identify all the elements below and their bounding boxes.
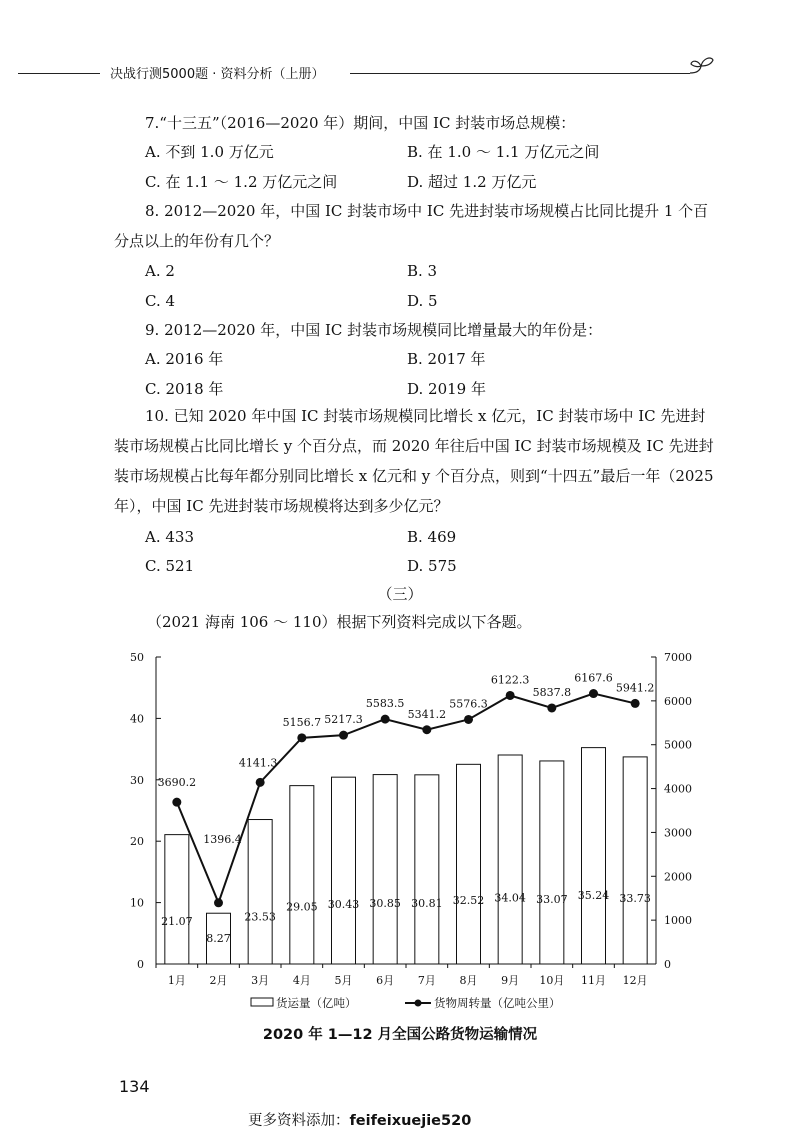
question-7-option-c: C. 在 1.1 ～ 1.2 万亿元之间	[145, 173, 338, 191]
footer-prefix: 更多资料添加：	[248, 1113, 350, 1129]
bar	[165, 835, 189, 964]
question-7-option-b: B. 在 1.0 ～ 1.1 万亿元之间	[407, 143, 600, 161]
right-tick-label: 2000	[664, 870, 692, 884]
freight-chart	[0, 640, 800, 1020]
question-10-option-a: A. 433	[145, 528, 194, 546]
legend-bar-swatch	[251, 998, 273, 1006]
x-tick-label: 10月	[539, 974, 565, 987]
page-number: 134	[119, 1077, 150, 1096]
question-8-option-a: A. 2	[145, 262, 175, 280]
bar-label: 21.07	[161, 915, 193, 929]
line-point	[172, 798, 181, 807]
line-point	[547, 703, 556, 712]
footer-note	[248, 1109, 471, 1130]
series-line	[177, 694, 635, 903]
legend-line-marker	[415, 1000, 422, 1007]
bar	[540, 761, 564, 964]
legend-line-label: 货物周转量（亿吨公里）	[434, 996, 561, 1010]
question-8-stem: 8. 2012—2020 年，中国 IC 封装市场中 IC 先进封装市场规模占比同比提升 1 个百分点以上的年份有几个？	[114, 202, 709, 250]
right-tick-label: 6000	[664, 694, 692, 708]
line-series	[157, 671, 655, 911]
bar-label: 23.53	[244, 910, 276, 924]
line-label: 6167.6	[574, 671, 613, 685]
line-label: 5941.2	[615, 681, 655, 695]
question-9-option-d: D. 2019 年	[407, 380, 486, 398]
question-7-option-d: D. 超过 1.2 万亿元	[407, 173, 537, 191]
question-8-option-c: C. 4	[145, 292, 176, 310]
line-label: 4141.3	[238, 756, 278, 770]
bar-label: 32.52	[452, 894, 485, 908]
header-rule-left	[18, 73, 100, 74]
x-tick-label: 1月	[167, 974, 186, 987]
question-9-option-a: A. 2016 年	[145, 350, 224, 368]
line-label: 5576.3	[449, 697, 488, 711]
left-tick-label: 50	[130, 651, 144, 664]
bar	[457, 764, 481, 964]
bar-label: 33.73	[619, 891, 651, 905]
chart-legend	[251, 996, 561, 1010]
line-label: 5341.2	[407, 707, 447, 721]
running-header	[0, 58, 800, 88]
left-tick-label: 0	[137, 958, 144, 971]
line-point	[464, 715, 473, 724]
right-tick-label: 3000	[664, 826, 692, 840]
question-8-option-b: B. 3	[407, 262, 438, 280]
header-rule-right	[350, 73, 690, 74]
bar	[332, 777, 356, 964]
bar	[415, 775, 439, 964]
chart-title: 2020 年 1—12 月全国公路货物运输情况	[262, 1027, 538, 1043]
line-label: 6122.3	[490, 673, 530, 687]
x-tick-label: 8月	[459, 974, 478, 987]
bar-label: 30.81	[411, 897, 443, 911]
section-intro: （2021 海南 106 ～ 110）根据下列资料完成以下各题。	[147, 613, 532, 631]
right-tick-label: 7000	[664, 651, 692, 664]
question-9-stem: 9. 2012—2020 年，中国 IC 封装市场规模同比增量最大的年份是：	[145, 321, 603, 339]
x-tick-label: 11月	[581, 974, 606, 987]
bar-label: 8.27	[206, 932, 231, 945]
footer-contact: feifeixuejie520	[349, 1113, 472, 1129]
bar	[373, 775, 397, 964]
right-tick-label: 0	[664, 958, 671, 971]
question-9-option-c: C. 2018 年	[145, 380, 224, 398]
x-tick-label: 9月	[501, 974, 520, 987]
x-tick-label: 3月	[251, 974, 270, 987]
x-tick-label: 4月	[292, 974, 311, 987]
line-point	[589, 689, 598, 698]
sprout-icon	[688, 52, 716, 82]
right-tick-label: 5000	[664, 738, 692, 752]
right-tick-label: 1000	[664, 914, 692, 928]
x-tick-label: 7月	[417, 974, 436, 987]
x-tick-label: 5月	[334, 974, 353, 987]
question-10-option-c: C. 521	[145, 557, 195, 575]
legend-bar-label: 货运量（亿吨）	[276, 996, 357, 1010]
bar-label: 34.04	[494, 891, 526, 905]
line-label: 5837.8	[532, 685, 572, 699]
left-tick-label: 30	[130, 773, 144, 787]
line-point	[381, 715, 390, 724]
x-tick-label: 6月	[376, 974, 395, 987]
line-label: 1396.4	[203, 832, 242, 846]
question-10-option-d: D. 575	[407, 557, 457, 575]
bar-label: 30.85	[369, 897, 401, 911]
bar	[290, 786, 314, 964]
question-10-stem: 10. 已知 2020 年中国 IC 封装市场规模同比增长 x 亿元，IC 封装市场中 IC 先进封装市场规模占比同比增长 y 个百分点，而 2020 年往后中国 IC 封装市场规模及 IC 先进封装市场规模占比每年都分别同比增长 x 亿元和 y 个百分点，则到“十四五”最后一年（2025 年），中国 IC 先进封装市场规模将达到多少亿元？	[114, 407, 714, 515]
line-label: 3690.2	[157, 776, 197, 790]
question-7-stem: 7.“十三五”（2016—2020 年）期间，中国 IC 封装市场总规模：	[145, 114, 576, 132]
line-label: 5217.3	[324, 713, 363, 727]
line-point	[631, 699, 640, 708]
line-label: 5583.5	[365, 697, 405, 711]
section-title: （三）	[377, 585, 423, 603]
bar	[498, 755, 522, 964]
line-point	[214, 898, 223, 907]
line-point	[422, 725, 431, 734]
question-8-option-d: D. 5	[407, 292, 438, 310]
bar	[623, 757, 647, 964]
left-tick-label: 40	[130, 712, 144, 726]
x-tick-label: 2月	[209, 974, 228, 987]
question-9-option-b: B. 2017 年	[407, 350, 486, 368]
right-tick-label: 4000	[664, 782, 692, 796]
bar	[582, 748, 606, 964]
bar-label: 33.07	[536, 893, 568, 907]
question-7-option-a: A. 不到 1.0 万亿元	[145, 143, 274, 161]
question-10-option-b: B. 469	[407, 528, 457, 546]
left-tick-label: 10	[130, 896, 144, 910]
line-label: 5156.7	[282, 715, 322, 729]
line-point	[339, 731, 348, 740]
bar-label: 35.24	[577, 889, 610, 903]
bar	[248, 820, 272, 964]
left-tick-label: 20	[130, 835, 144, 849]
bar-label: 30.43	[327, 897, 360, 911]
x-tick-label: 12月	[622, 974, 648, 987]
line-point	[297, 733, 306, 742]
line-point	[256, 778, 265, 787]
bar-label: 29.05	[286, 900, 318, 914]
book-title: 决战行测5000题 · 资料分析（上册）	[110, 67, 325, 82]
line-point	[506, 691, 515, 700]
